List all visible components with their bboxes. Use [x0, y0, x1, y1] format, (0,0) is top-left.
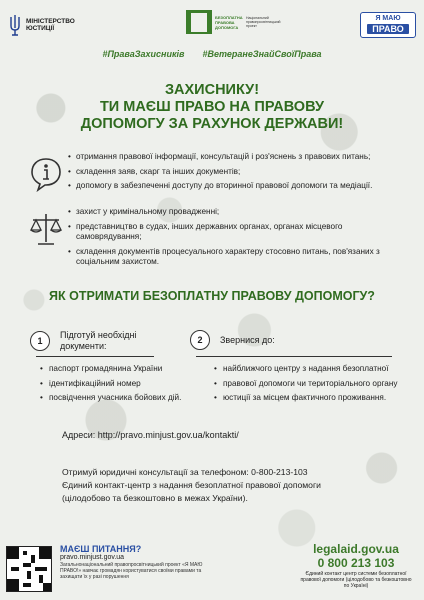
contact-line: Єдиний контакт-центр з надання безоплатної правової допомоги	[62, 480, 321, 490]
footer-phone-description: Єдиний контакт центр системи безоплатної правової допомоги (цілодобово та безкоштовно по Україні)	[300, 571, 412, 589]
footer-description: Загальнонаціональний правопросвітницький проект «Я МАЮ ПРАВО!» навчає громадян користуватися своїми правами та захищати їх у разі порушення	[60, 562, 203, 580]
title-line: ЗАХИСНИКУ!	[164, 82, 260, 98]
legal-aid-name: БЕЗОПЛАТНА ПРАВОВА ДОПОМОГА	[215, 14, 243, 30]
footer-info	[60, 544, 210, 580]
qr-code-icon	[7, 547, 51, 591]
representation-list	[68, 207, 410, 272]
title-line: ДОПОМОГУ ЗА РАХУНОК ДЕРЖАВИ!	[80, 116, 344, 132]
list-item: • захист у кримінальному провадженні;	[68, 207, 410, 218]
info-section	[28, 152, 410, 202]
right-logo-line2: ПРАВО	[367, 24, 409, 34]
list-item: • ідентифікаційний номер	[40, 379, 200, 390]
list-item: • посвідчення учасника бойових дій.	[40, 393, 200, 404]
ministry-name: МІНІСТЕРСТВО ЮСТИЦІЇ	[26, 17, 75, 32]
step-number: 2	[190, 330, 210, 350]
step-label: Підготуй необхідні документи:	[60, 330, 137, 351]
representation-section	[28, 207, 410, 282]
step-one	[30, 330, 170, 352]
address-link[interactable]: Адреси: http://pravo.minjust.gov.ua/kontakti/	[62, 430, 239, 440]
list-item: • паспорт громадянина України	[40, 364, 200, 375]
hashtags	[0, 49, 424, 59]
legal-aid-sub: Національний правопросвітницький проект	[246, 16, 281, 28]
list-item: • найближчого центру з надання безоплатної	[214, 364, 414, 375]
contact-line: (цілодобово та безкоштовно в межах України).	[62, 493, 248, 503]
qr-code[interactable]	[6, 546, 52, 592]
step-two	[190, 330, 330, 350]
contact-places-list	[214, 364, 414, 408]
list-item: • юстиції за місцем фактичного проживання.	[214, 393, 414, 404]
footer	[0, 542, 424, 600]
scales-icon	[28, 211, 64, 247]
documents-list	[40, 364, 200, 408]
list-item: • допомогу в забезпеченні доступу до вторинної правової допомоги та медіації.	[68, 181, 410, 192]
footer-contacts	[300, 542, 412, 589]
contact-line: Отримуй юридичні консультації за телефоном: 0-800-213-103	[62, 467, 308, 477]
right-logo-line1: Я МАЮ	[375, 15, 401, 22]
header	[8, 10, 416, 44]
title-line: ТИ МАЄШ ПРАВО НА ПРАВОВУ	[99, 99, 325, 115]
divider	[36, 356, 154, 357]
section-heading: ЯК ОТРИМАТИ БЕЗОПЛАТНУ ПРАВОВУ ДОПОМОГУ?	[49, 289, 375, 303]
step-number: 1	[30, 331, 50, 351]
info-list	[68, 152, 410, 196]
footer-url[interactable]: pravo.minjust.gov.ua	[60, 554, 125, 561]
legal-aid-logo[interactable]	[186, 10, 281, 34]
footer-site-link[interactable]: legalaid.gov.ua	[313, 542, 399, 556]
ministry-logo[interactable]	[8, 14, 78, 36]
hashtag[interactable]: #ВетеранеЗнайСвоїПрава	[202, 49, 322, 59]
list-item: • отримання правової інформації, консультацій і роз'яснень з правових питань;	[68, 152, 410, 163]
footer-phone[interactable]: 0 800 213 103	[317, 556, 395, 570]
list-item: • правової допомоги чи територіального органу	[214, 379, 414, 390]
footer-question: МАЄШ ПИТАННЯ?	[60, 544, 142, 554]
list-item: • представництво в судах, інших державних органах, органах місцевого самоврядування;	[68, 222, 410, 243]
list-item: • складення заяв, скарг та інших документів;	[68, 167, 410, 178]
trident-icon	[8, 14, 22, 36]
hashtag[interactable]: #ПраваЗахисників	[102, 49, 185, 59]
i-have-right-logo[interactable]	[360, 12, 416, 38]
bracket-icon	[186, 10, 212, 34]
page-title	[0, 82, 424, 133]
step-label: Звернися до:	[220, 334, 275, 345]
contacts-block	[62, 466, 321, 505]
info-icon	[28, 156, 64, 192]
list-item: • складення документів процесуального характеру стосовно питань, пов'язаних з соціальним захистом.	[68, 247, 410, 268]
divider	[196, 356, 392, 357]
